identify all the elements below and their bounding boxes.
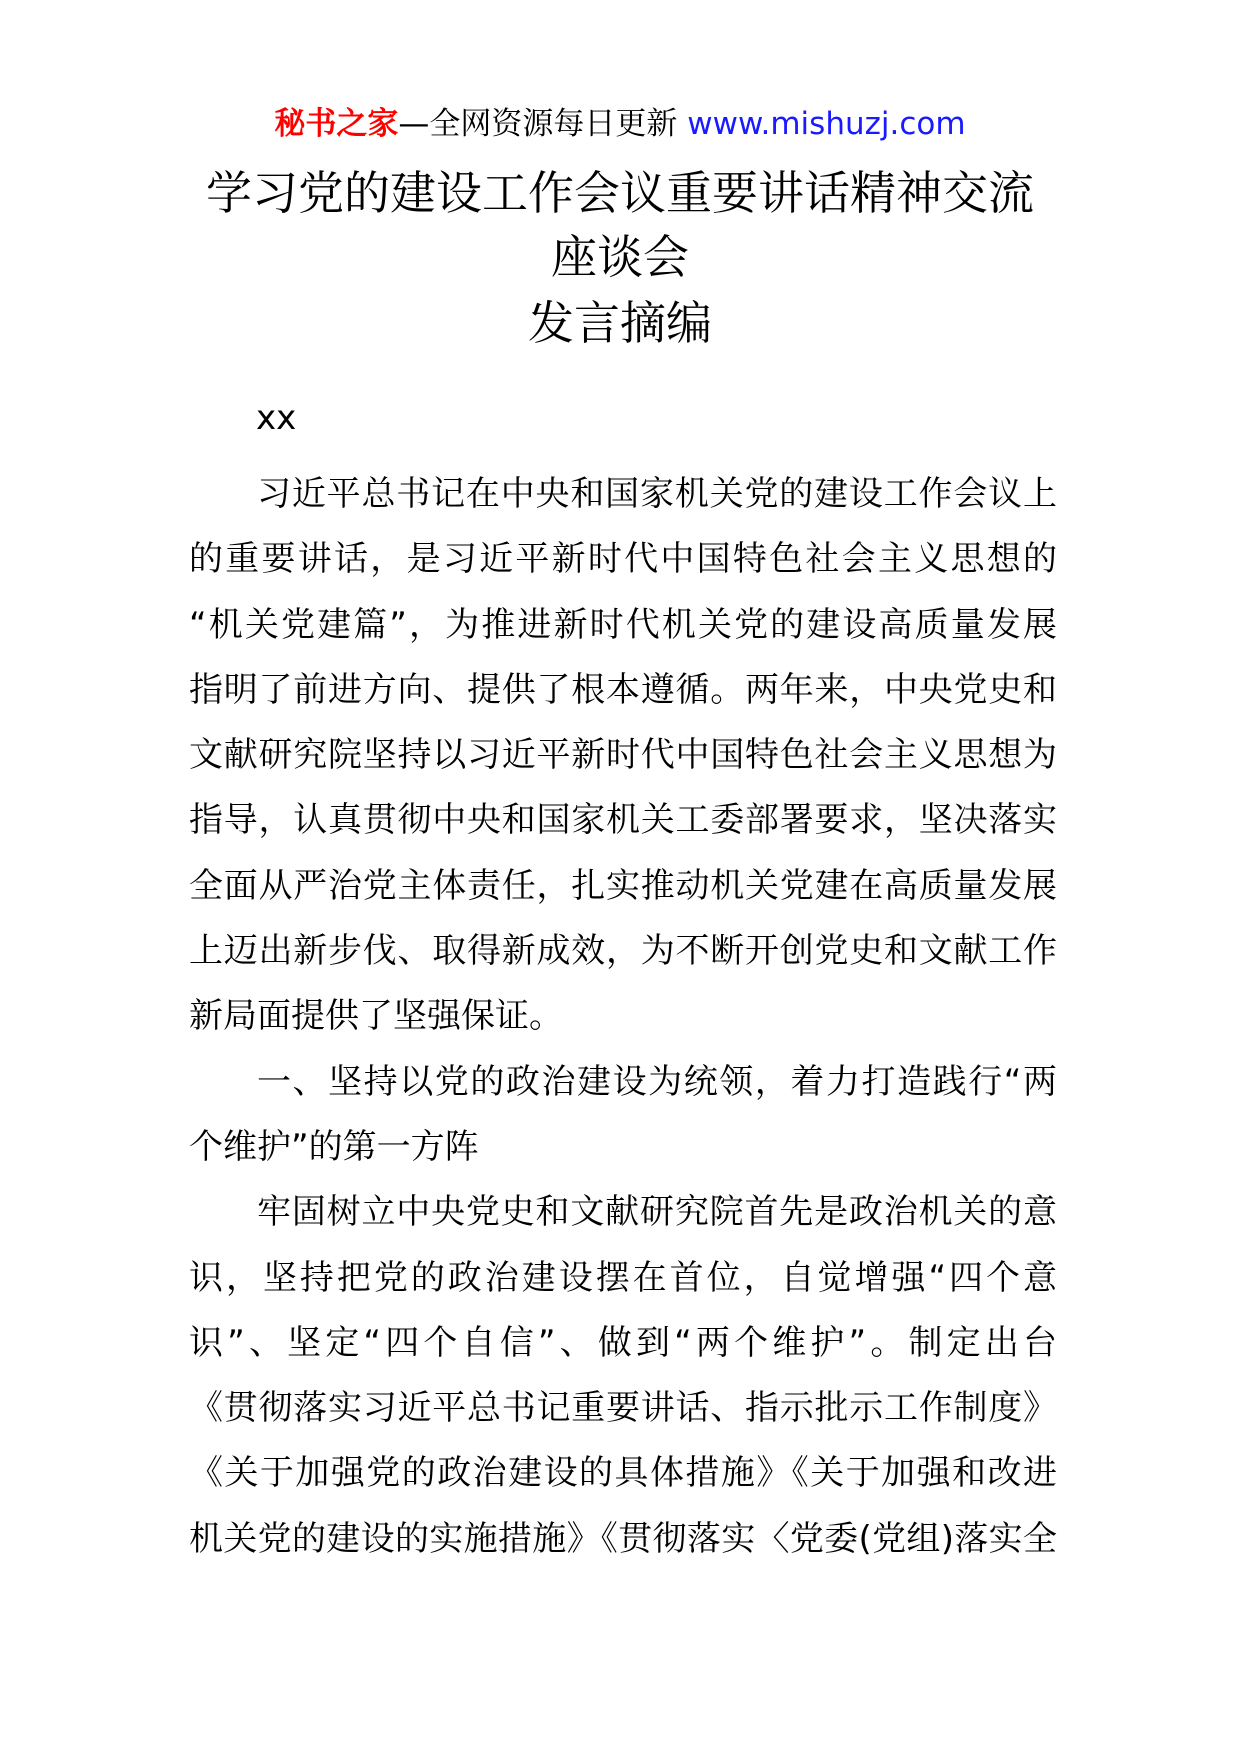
document-title-line-2: 座谈会 — [551, 230, 689, 284]
paragraph-line: 牢固树立中央党史和文献研究院首先是政治机关的意 — [257, 1192, 1057, 1233]
paragraph-line: 的重要讲话，是习近平新时代中国特色社会主义思想的 — [189, 539, 1057, 580]
paragraph-line: 新局面提供了坚强保证。 — [189, 996, 563, 1037]
header-tagline: —全网资源每日更新 — [398, 106, 678, 142]
paragraph-line: 《贯彻落实习近平总书记重要讲话、指示批示工作制度》 — [189, 1388, 1057, 1429]
brand-name: 秘书之家 — [274, 106, 399, 142]
document-subtitle: 发言摘编 — [528, 296, 712, 350]
paragraph-line: 上迈出新步伐、取得新成效，为不断开创党史和文献工作 — [189, 931, 1057, 972]
paragraph-line: 习近平总书记在中央和国家机关党的建设工作会议上 — [257, 474, 1057, 514]
paragraph-line: 全面从严治党主体责任，扎实推动机关党建在高质量发展 — [189, 865, 1057, 906]
document-body — [189, 462, 1057, 1572]
document-title-line-1: 学习党的建设工作会议重要讲话精神交流 — [206, 166, 1034, 220]
paragraph-line: 文献研究院坚持以习近平新时代中国特色社会主义思想为 — [189, 735, 1057, 776]
section-heading-line: 一、坚持以党的政治建设为统领，着力打造践行“两 — [257, 1061, 1057, 1102]
paragraph-line: 机关党的建设的实施措施》《贯彻落实〈党委(党组)落实全 — [189, 1518, 1057, 1559]
site-url-link[interactable]: www.mishuzj.com — [687, 106, 966, 142]
paragraph-line: 识”、坚定“四个自信”、做到“两个维护”。制定出台 — [189, 1322, 1057, 1363]
site-header — [0, 104, 1240, 144]
paragraph-line: 指导，认真贯彻中央和国家机关工委部署要求，坚决落实 — [189, 800, 1057, 841]
paragraph-line: “机关党建篇”，为推进新时代机关党的建设高质量发展 — [189, 604, 1057, 645]
paragraph-line: 识，坚持把党的政治建设摆在首位，自觉增强“四个意 — [189, 1257, 1057, 1298]
author: xx — [256, 398, 297, 438]
paragraph-line: 指明了前进方向、提供了根本遵循。两年来，中央党史和 — [189, 669, 1057, 710]
paragraph-line: 《关于加强党的政治建设的具体措施》《关于加强和改进 — [189, 1453, 1057, 1494]
section-heading-line: 个维护”的第一方阵 — [189, 1126, 479, 1167]
